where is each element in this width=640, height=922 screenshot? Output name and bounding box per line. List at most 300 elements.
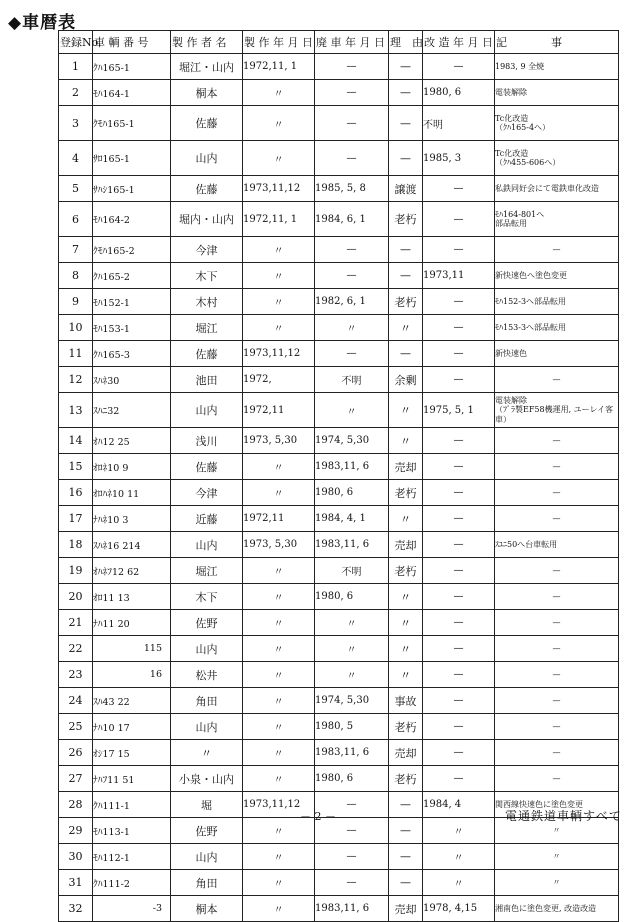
cell-maker: 山内 [171,636,243,662]
cell-reason: — [389,818,423,844]
cell-scrap-date: — [315,341,389,367]
cell-vehicle-number: ｸﾓﾊ165-1 [93,106,171,141]
cell-registration-no: 13 [59,393,93,428]
cell-manufacture-date: 〃 [243,714,315,740]
cell-modification-date: — [423,289,495,315]
cell-reason: 売却 [389,740,423,766]
cell-vehicle-number: ｵﾛ11 13 [93,584,171,610]
cell-maker: 佐藤 [171,454,243,480]
cell-maker: 池田 [171,367,243,393]
cell-maker: 山内 [171,532,243,558]
table-row [59,315,619,341]
cell-maker: 松井 [171,662,243,688]
cell-maker: 桐本 [171,896,243,922]
cell-registration-no: 4 [59,141,93,176]
cell-manufacture-date: 〃 [243,662,315,688]
cell-registration-no: 18 [59,532,93,558]
cell-manufacture-date: 〃 [243,237,315,263]
cell-modification-date: — [423,202,495,237]
cell-reason: 〃 [389,506,423,532]
cell-reason: — [389,141,423,176]
table-row [59,202,619,237]
cell-vehicle-number: ｵﾛﾈ10 9 [93,454,171,480]
cell-notes: 私鉄同好会にて電鉄車化改造 [495,176,619,202]
cell-scrap-date: — [315,141,389,176]
cell-modification-date: — [423,454,495,480]
cell-maker: 木下 [171,584,243,610]
cell-notes: 湘南色に塗色変更, 改造改造 [495,896,619,922]
cell-manufacture-date: 〃 [243,141,315,176]
cell-scrap-date: 〃 [315,610,389,636]
table-row [59,532,619,558]
cell-vehicle-number: ﾅﾊ11 20 [93,610,171,636]
cell-registration-no: 19 [59,558,93,584]
table-row [59,506,619,532]
cell-scrap-date: — [315,792,389,818]
table-row [59,636,619,662]
cell-vehicle-number: ｽﾊﾈ30 [93,367,171,393]
cell-scrap-date: 不明 [315,367,389,393]
cell-manufacture-date: 1973,11,12 [243,792,315,818]
cell-registration-no: 28 [59,792,93,818]
cell-registration-no: 31 [59,870,93,896]
cell-scrap-date: 1985, 5, 8 [315,176,389,202]
cell-manufacture-date: 1973,11,12 [243,176,315,202]
cell-scrap-date: — [315,844,389,870]
table-row [59,766,619,792]
cell-vehicle-number: ﾓﾊ164-1 [93,80,171,106]
cell-notes: — [495,766,619,792]
table-row [59,289,619,315]
cell-scrap-date: 〃 [315,315,389,341]
cell-manufacture-date: 〃 [243,106,315,141]
cell-vehicle-number: ｽﾊﾆ32 [93,393,171,428]
header-maker: 製 作 者 名 [171,31,243,54]
cell-vehicle-number: ﾅﾊ10 17 [93,714,171,740]
cell-vehicle-number: ｵｼ17 15 [93,740,171,766]
cell-vehicle-number: ｽﾊﾈ16 214 [93,532,171,558]
cell-notes: ｽﾕﾆ50へ台車転用 [495,532,619,558]
cell-notes: 〃 [495,844,619,870]
cell-notes: 〃 [495,870,619,896]
cell-scrap-date: 〃 [315,636,389,662]
cell-modification-date: — [423,610,495,636]
cell-scrap-date: 1980, 6 [315,480,389,506]
cell-modification-date: 1978, 4,15 [423,896,495,922]
cell-reason: — [389,54,423,80]
cell-modification-date: — [423,688,495,714]
cell-reason: — [389,263,423,289]
cell-registration-no: 9 [59,289,93,315]
cell-registration-no: 7 [59,237,93,263]
cell-notes: — [495,480,619,506]
cell-manufacture-date: 〃 [243,558,315,584]
cell-reason: 〃 [389,428,423,454]
cell-reason: 老朽 [389,558,423,584]
cell-reason: 老朽 [389,766,423,792]
cell-reason: — [389,844,423,870]
cell-vehicle-number: ｵﾊﾈﾌ12 62 [93,558,171,584]
cell-manufacture-date: 〃 [243,688,315,714]
cell-notes: — [495,610,619,636]
cell-notes: — [495,636,619,662]
cell-notes: 電装解除 [495,80,619,106]
cell-registration-no: 12 [59,367,93,393]
table-row [59,237,619,263]
cell-notes: ﾓﾊ164-801へ 部品転用 [495,202,619,237]
cell-reason: 〃 [389,584,423,610]
cell-reason: 〃 [389,393,423,428]
cell-modification-date: 1984, 4 [423,792,495,818]
cell-scrap-date: — [315,106,389,141]
cell-maker: 佐野 [171,610,243,636]
cell-notes: — [495,506,619,532]
cell-modification-date: — [423,506,495,532]
cell-notes: 〃 [495,818,619,844]
cell-scrap-date: — [315,54,389,80]
cell-modification-date: 〃 [423,870,495,896]
cell-manufacture-date: 〃 [243,584,315,610]
cell-vehicle-number: ｵﾊ12 25 [93,428,171,454]
cell-modification-date: 不明 [423,106,495,141]
cell-manufacture-date: 〃 [243,870,315,896]
table-row [59,662,619,688]
cell-registration-no: 11 [59,341,93,367]
cell-registration-no: 20 [59,584,93,610]
cell-registration-no: 8 [59,263,93,289]
cell-vehicle-number: ｵﾛﾊﾈ10 11 [93,480,171,506]
cell-maker: 堀江 [171,315,243,341]
cell-manufacture-date: 〃 [243,454,315,480]
cell-modification-date: — [423,176,495,202]
cell-maker: 佐藤 [171,341,243,367]
table-row [59,341,619,367]
cell-scrap-date: 1983,11, 6 [315,532,389,558]
table-row [59,263,619,289]
table-row [59,80,619,106]
table-row [59,740,619,766]
cell-reason: 〃 [389,636,423,662]
cell-maker: 小泉・山内 [171,766,243,792]
cell-registration-no: 21 [59,610,93,636]
cell-registration-no: 17 [59,506,93,532]
cell-maker: 桐本 [171,80,243,106]
cell-reason: — [389,237,423,263]
table-body [59,54,619,922]
cell-vehicle-number: 16 [93,662,171,688]
cell-notes: — [495,662,619,688]
cell-maker: 佐藤 [171,176,243,202]
cell-modification-date: — [423,367,495,393]
cell-scrap-date: 1984, 4, 1 [315,506,389,532]
cell-notes: 関西線快速色に塗色変更 [495,792,619,818]
cell-manufacture-date: 〃 [243,844,315,870]
cell-registration-no: 26 [59,740,93,766]
cell-manufacture-date: 〃 [243,818,315,844]
table-row [59,106,619,141]
cell-maker: 佐藤 [171,106,243,141]
cell-manufacture-date: 1973,11,12 [243,341,315,367]
cell-registration-no: 1 [59,54,93,80]
cell-registration-no: 22 [59,636,93,662]
cell-vehicle-number: -3 [93,896,171,922]
cell-vehicle-number: ﾓﾊ153-1 [93,315,171,341]
cell-vehicle-number: ｸﾊ165-2 [93,263,171,289]
cell-manufacture-date: 〃 [243,480,315,506]
cell-maker: 角田 [171,688,243,714]
publication-name: 電通鉄道車輌すべて [505,809,622,823]
cell-scrap-date: — [315,818,389,844]
cell-vehicle-number: ｸﾊ111-1 [93,792,171,818]
table-row [59,584,619,610]
cell-maker: 今津 [171,480,243,506]
cell-notes: Tc化改造 （ｸﾊ455-606へ） [495,141,619,176]
cell-maker: 山内 [171,844,243,870]
cell-notes: — [495,740,619,766]
cell-scrap-date: 1983,11, 6 [315,740,389,766]
cell-reason: 売却 [389,532,423,558]
cell-modification-date: 〃 [423,844,495,870]
cell-reason: — [389,870,423,896]
cell-modification-date: — [423,714,495,740]
cell-notes: — [495,454,619,480]
cell-notes: ﾓﾊ152-3へ部品転用 [495,289,619,315]
cell-notes: — [495,428,619,454]
cell-reason: 老朽 [389,714,423,740]
cell-modification-date: — [423,662,495,688]
cell-reason: 売却 [389,454,423,480]
cell-scrap-date: 1982, 6, 1 [315,289,389,315]
cell-notes: — [495,237,619,263]
table-row [59,480,619,506]
table-row [59,54,619,80]
cell-modification-date: — [423,584,495,610]
cell-modification-date: — [423,766,495,792]
header-row [59,31,619,54]
cell-maker: 堀 [171,792,243,818]
cell-scrap-date: — [315,870,389,896]
header-registration-no: 登録No. [59,31,93,54]
table-row [59,141,619,176]
cell-manufacture-date: 〃 [243,289,315,315]
cell-notes: — [495,367,619,393]
table-row [59,870,619,896]
cell-registration-no: 29 [59,818,93,844]
header-modification-date: 改 造 年 月 日 [423,31,495,54]
cell-notes: — [495,714,619,740]
cell-scrap-date: — [315,80,389,106]
cell-maker: 木村 [171,289,243,315]
cell-reason: — [389,341,423,367]
vehicle-history-table [58,30,619,922]
table-row [59,176,619,202]
cell-manufacture-date: 〃 [243,896,315,922]
header-notes: 記 事 [495,31,619,54]
cell-vehicle-number: ﾓﾊ152-1 [93,289,171,315]
cell-registration-no: 24 [59,688,93,714]
cell-notes: ﾓﾊ153-3へ部品転用 [495,315,619,341]
cell-maker: 木下 [171,263,243,289]
cell-vehicle-number: 115 [93,636,171,662]
cell-scrap-date: 1980, 6 [315,766,389,792]
cell-scrap-date: 〃 [315,393,389,428]
cell-registration-no: 2 [59,80,93,106]
cell-registration-no: 32 [59,896,93,922]
cell-reason: 老朽 [389,289,423,315]
cell-notes: 新快速色へ塗色変更 [495,263,619,289]
cell-modification-date: — [423,428,495,454]
cell-vehicle-number: ﾓﾊ113-1 [93,818,171,844]
cell-manufacture-date: 〃 [243,766,315,792]
cell-registration-no: 15 [59,454,93,480]
cell-reason: — [389,80,423,106]
cell-reason: 余剰 [389,367,423,393]
cell-reason: 老朽 [389,202,423,237]
cell-manufacture-date: 〃 [243,80,315,106]
cell-vehicle-number: ｸﾊ111-2 [93,870,171,896]
cell-manufacture-date: 1972,11, 1 [243,202,315,237]
cell-vehicle-number: ｸﾊ165-3 [93,341,171,367]
cell-scrap-date: 1974, 5,30 [315,428,389,454]
cell-vehicle-number: ｻﾊｼ165-1 [93,176,171,202]
cell-reason: — [389,106,423,141]
cell-vehicle-number: ﾅﾊﾌ11 51 [93,766,171,792]
cell-maker: 今津 [171,237,243,263]
table-row [59,688,619,714]
cell-notes: — [495,688,619,714]
table-row [59,844,619,870]
cell-scrap-date: 〃 [315,662,389,688]
cell-maker: 山内 [171,141,243,176]
cell-manufacture-date: 〃 [243,263,315,289]
cell-maker: 堀江 [171,558,243,584]
cell-reason: — [389,792,423,818]
cell-maker: 浅川 [171,428,243,454]
cell-notes: — [495,584,619,610]
cell-manufacture-date: 1972, [243,367,315,393]
cell-registration-no: 27 [59,766,93,792]
cell-registration-no: 30 [59,844,93,870]
cell-maker: 堀江・山内 [171,54,243,80]
cell-maker: 角田 [171,870,243,896]
cell-notes: — [495,558,619,584]
cell-vehicle-number: ｸﾊ165-1 [93,54,171,80]
cell-scrap-date: 不明 [315,558,389,584]
cell-modification-date: 1973,11 [423,263,495,289]
table-row [59,558,619,584]
cell-manufacture-date: 〃 [243,610,315,636]
cell-modification-date: 1980, 6 [423,80,495,106]
table-row [59,428,619,454]
cell-manufacture-date: 1973, 5,30 [243,428,315,454]
cell-vehicle-number: ｻﾛ165-1 [93,141,171,176]
cell-maker: 〃 [171,740,243,766]
cell-modification-date: — [423,315,495,341]
page-title: ◆車暦表 [8,13,77,33]
cell-scrap-date: 1984, 6, 1 [315,202,389,237]
cell-manufacture-date: 1973, 5,30 [243,532,315,558]
cell-registration-no: 6 [59,202,93,237]
cell-modification-date: 1985, 3 [423,141,495,176]
cell-registration-no: 23 [59,662,93,688]
cell-modification-date: — [423,237,495,263]
cell-registration-no: 10 [59,315,93,341]
cell-modification-date: — [423,532,495,558]
header-scrap-date: 廃 車 年 月 日 [315,31,389,54]
cell-maker: 山内 [171,393,243,428]
cell-manufacture-date: 1972,11 [243,393,315,428]
cell-scrap-date: — [315,237,389,263]
cell-manufacture-date: 〃 [243,740,315,766]
table-row [59,896,619,922]
cell-modification-date: — [423,480,495,506]
header-reason: 理 由 [389,31,423,54]
cell-scrap-date: 1983,11, 6 [315,454,389,480]
cell-registration-no: 3 [59,106,93,141]
header-vehicle-number: 車 輌 番 号 [93,31,171,54]
cell-notes: 1983, 9 全焼 [495,54,619,80]
page-number: － 2 － [300,810,336,823]
cell-notes: 新快速色 [495,341,619,367]
cell-reason: 〃 [389,662,423,688]
cell-vehicle-number: ﾅﾊﾈ10 3 [93,506,171,532]
cell-maker: 近藤 [171,506,243,532]
cell-scrap-date: 1983,11, 6 [315,896,389,922]
table-row [59,610,619,636]
cell-reason: 売却 [389,896,423,922]
cell-reason: 〃 [389,315,423,341]
cell-maker: 堀内・山内 [171,202,243,237]
cell-notes: Tc化改造 （ｸﾊ165-4へ） [495,106,619,141]
cell-registration-no: 16 [59,480,93,506]
cell-reason: 〃 [389,610,423,636]
header-manufacture-date: 製 作 年 月 日 [243,31,315,54]
table-row [59,454,619,480]
cell-scrap-date: 1980, 6 [315,584,389,610]
cell-registration-no: 25 [59,714,93,740]
cell-vehicle-number: ｸﾓﾊ165-2 [93,237,171,263]
cell-vehicle-number: ﾓﾊ164-2 [93,202,171,237]
cell-manufacture-date: 〃 [243,315,315,341]
table-row [59,714,619,740]
cell-manufacture-date: 1972,11, 1 [243,54,315,80]
cell-modification-date: 〃 [423,818,495,844]
cell-modification-date: — [423,54,495,80]
table-row [59,393,619,428]
cell-maker: 山内 [171,714,243,740]
cell-notes: 電装解除 （ﾌﾟﾗ製EF58機運用, ユーレイ客車） [495,393,619,428]
cell-reason: 譲渡 [389,176,423,202]
cell-vehicle-number: ﾓﾊ112-1 [93,844,171,870]
table-row [59,367,619,393]
cell-scrap-date: — [315,263,389,289]
cell-registration-no: 14 [59,428,93,454]
cell-modification-date: 1975, 5, 1 [423,393,495,428]
cell-scrap-date: 1980, 5 [315,714,389,740]
cell-modification-date: — [423,740,495,766]
cell-manufacture-date: 1972,11 [243,506,315,532]
cell-maker: 佐野 [171,818,243,844]
cell-reason: 事故 [389,688,423,714]
cell-modification-date: — [423,558,495,584]
cell-modification-date: — [423,341,495,367]
cell-scrap-date: 1974, 5,30 [315,688,389,714]
cell-modification-date: — [423,636,495,662]
cell-registration-no: 5 [59,176,93,202]
cell-manufacture-date: 〃 [243,636,315,662]
cell-reason: 老朽 [389,480,423,506]
cell-vehicle-number: ｽﾊ43 22 [93,688,171,714]
